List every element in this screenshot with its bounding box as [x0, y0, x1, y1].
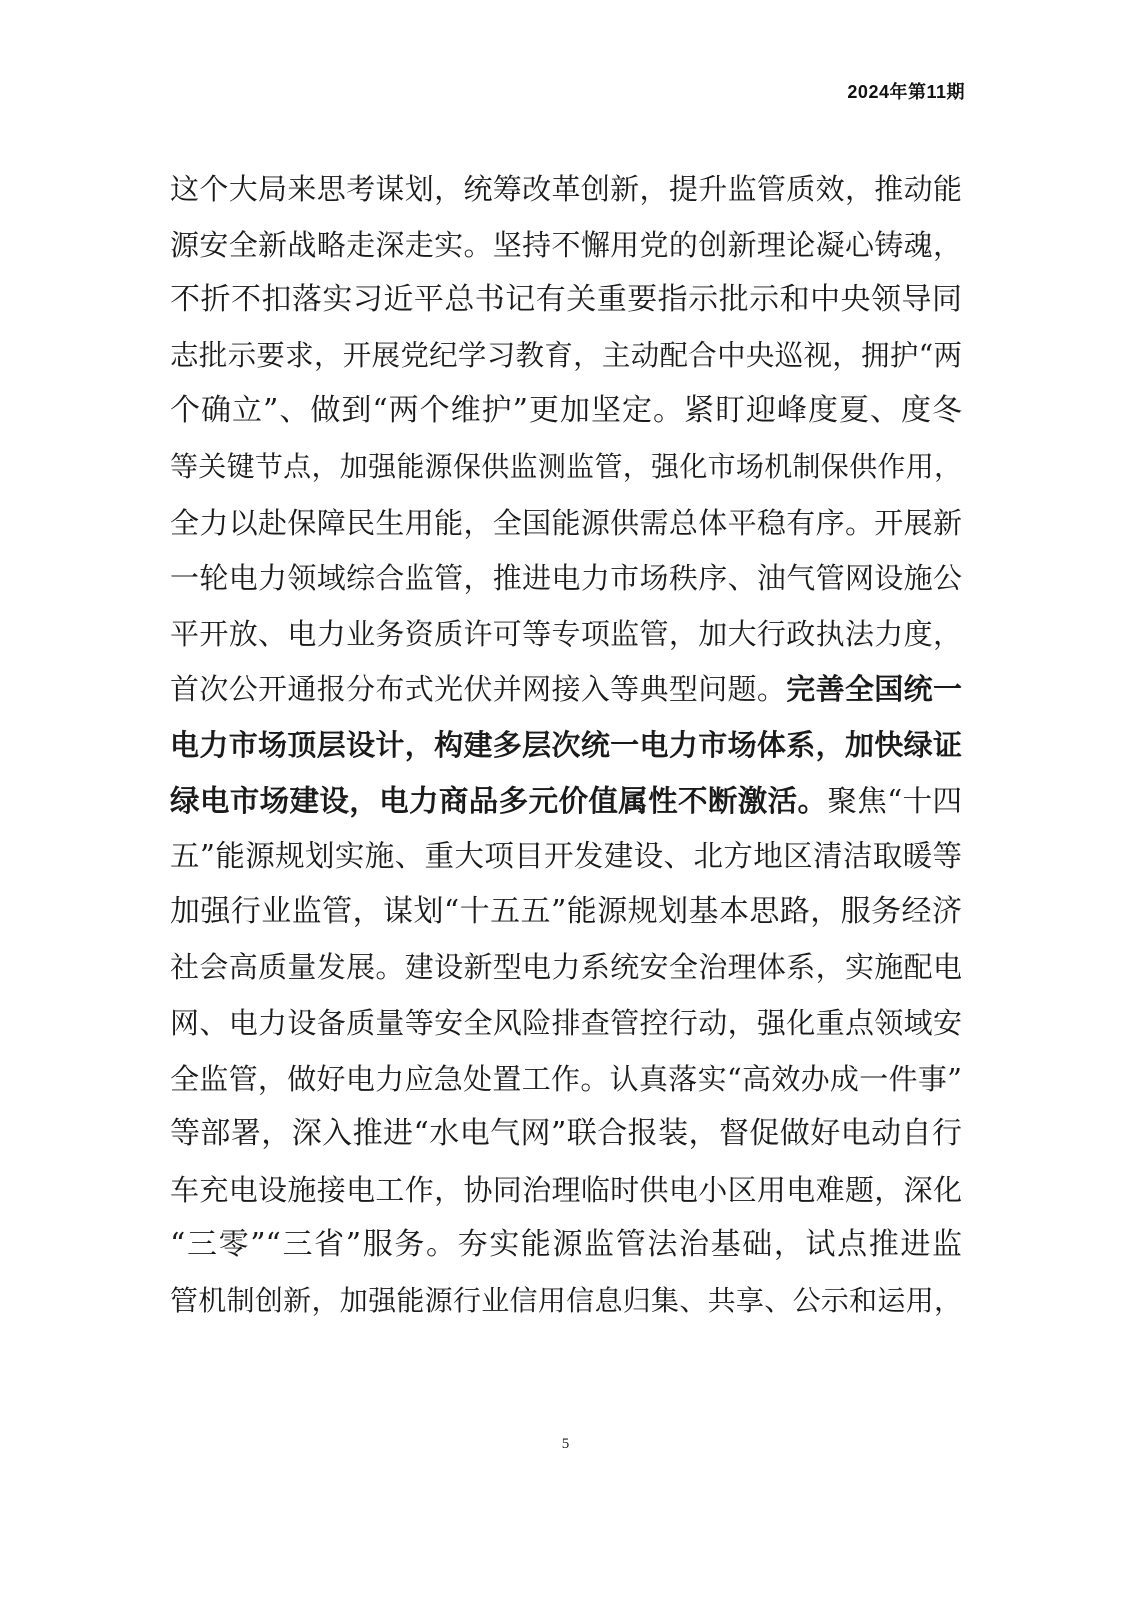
text-segment: 车充电设施接电工作，协同治理临时供电小区用电难题，深化: [170, 1172, 962, 1207]
text-line: [170, 502, 962, 558]
text-line: [170, 1169, 962, 1225]
text-segment: 五”能源规划实施、重大项目开发建设、北方地区清洁取暖等: [170, 839, 962, 874]
text-line: [170, 1113, 962, 1169]
text-line: [170, 224, 962, 280]
text-segment: 全力以赴保障民生用能，全国能源供需总体平稳有序。开展新: [170, 505, 962, 540]
text-segment: 源安全新战略走深走实。坚持不懈用党的创新理论凝心铸魂，: [170, 227, 962, 262]
text-segment: 管机制创新，加强能源行业信用信息归集、共享、公示和运用，: [170, 1283, 962, 1317]
text-segment: 平开放、电力业务资质许可等专项监管，加大行政执法力度，: [170, 616, 962, 651]
text-line: [170, 835, 962, 891]
body-text: [170, 168, 962, 1335]
text-segment: 聚焦“十四: [827, 783, 962, 818]
text-line: [170, 946, 962, 1002]
text-line: [170, 279, 962, 335]
text-line: [170, 1058, 962, 1114]
text-segment: 一轮电力领域综合监管，推进电力市场秩序、油气管网设施公: [170, 561, 962, 596]
bold-text-segment: 电力市场顶层设计，构建多层次统一电力市场体系，加快绿证: [170, 727, 962, 762]
text-line: [170, 446, 962, 502]
text-line: [170, 390, 962, 446]
text-segment: 社会高质量发展。建设新型电力系统安全治理体系，实施配电: [170, 950, 962, 985]
text-segment: 等部署，深入推进“水电气网”联合报装，督促做好电动自行: [170, 1116, 962, 1152]
text-line: [170, 724, 962, 780]
text-segment: 个确立”、做到“两个维护”更加坚定。紧盯迎峰度夏、度冬: [170, 393, 962, 429]
text-segment: 全监管，做好电力应急处置工作。认真落实“高效办成一件事”: [170, 1061, 962, 1096]
text-line: [170, 780, 962, 836]
text-line: [170, 168, 962, 224]
text-line: [170, 1002, 962, 1058]
text-segment: 不折不扣落实习近平总书记有关重要指示批示和中央领导同: [170, 282, 962, 318]
text-segment: “三零”“三省”服务。夯实能源监管法治基础，试点推进监: [170, 1227, 962, 1263]
text-line: [170, 335, 962, 391]
text-line: [170, 1280, 962, 1336]
issue-label: 2024年第11期: [847, 82, 965, 102]
text-line: [170, 668, 962, 724]
page-number: 5: [561, 1436, 570, 1452]
text-segment: 等关键节点，加强能源保供监测监管，强化市场机制保供作用，: [170, 449, 962, 483]
text-line: [170, 891, 962, 947]
text-segment: 这个大局来思考谋划，统筹改革创新，提升监管质效，推动能: [170, 172, 962, 206]
text-line: [170, 613, 962, 669]
bold-text-segment: 绿电市场建设，电力商品多元价值属性不断激活。: [170, 782, 828, 818]
text-segment: 网、电力设备质量等安全风险排查管控行动，强化重点领域安: [170, 1005, 962, 1040]
text-segment: 志批示要求，开展党纪学习教育，主动配合中央巡视，拥护“两: [170, 338, 962, 372]
text-segment: 加强行业监管，谋划“十五五”能源规划基本思路，服务经济: [170, 893, 962, 929]
bold-text-segment: 完善全国统一: [786, 672, 962, 707]
text-segment: 首次公开通报分布式光伏并网接入等典型问题。: [170, 672, 787, 707]
text-line: [170, 1224, 962, 1280]
text-line: [170, 557, 962, 613]
